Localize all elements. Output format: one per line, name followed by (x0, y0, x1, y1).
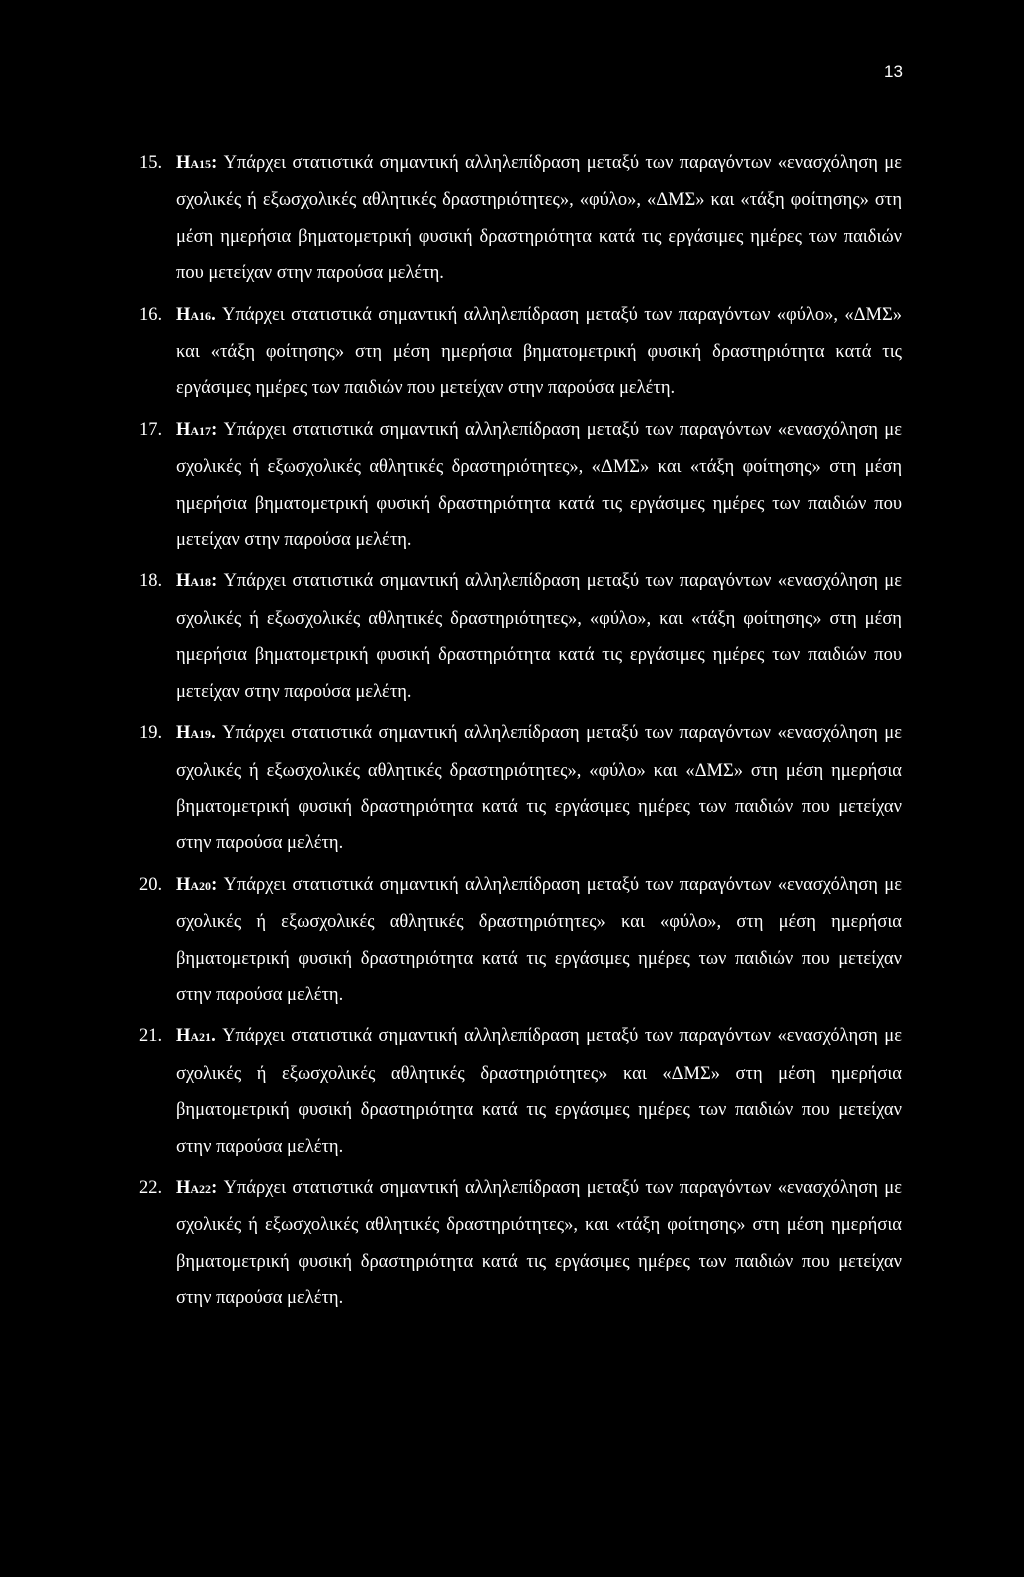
hypothesis-separator: : (211, 874, 218, 895)
hypothesis-text: Υπάρχει στατιστικά σημαντική αλληλεπίδραση μεταξύ των παραγόντων «ενασχόληση με σχολικές ή εξωσχολικές αθλητικές δραστηριότητες», «ΔΜΣ» και «τάξη φοίτησης» στη μέση ημερήσια βηματομετρική φυσική δραστηριότητα κατά τις εργάσιμες ημέρες των παιδιών που μετείχαν στην παρούσα μελέτη. (176, 419, 902, 551)
hypothesis-text: Υπάρχει στατιστικά σημαντική αλληλεπίδραση μεταξύ των παραγόντων «ενασχόληση με σχολικές ή εξωσχολικές αθλητικές δραστηριότητες», «φύλο» και «ΔΜΣ» στη μέση ημερήσια βηματομετρική φυσική δραστηριότητα κατά τις εργάσιμες ημέρες των παιδιών που μετείχαν στην παρούσα μελέτη. (176, 723, 902, 854)
hypothesis-separator: : (211, 153, 218, 173)
hypothesis-text: Υπάρχει στατιστικά σημαντική αλληλεπίδραση μεταξύ των παραγόντων «ενασχόληση με σχολικές ή εξωσχολικές αθλητικές δραστηριότητες» και «φύλο», στη μέση ημερήσια βηματομετρική φυσική δραστηριότητα κατά τις εργάσιμες ημέρες των παιδιών που μετείχαν στην παρούσα μελέτη. (176, 874, 902, 1005)
hypothesis-item (0, 563, 902, 710)
hypothesis-separator: : (211, 419, 218, 440)
hypothesis-item (0, 1170, 902, 1317)
hypothesis-subscript: A21 (190, 1030, 212, 1045)
hypothesis-number: 18. (139, 571, 163, 592)
hypothesis-text: Υπάρχει στατιστικά σημαντική αλληλεπίδραση μεταξύ των παραγόντων «ενασχόληση με σχολικές ή εξωσχολικές αθλητικές δραστηριότητες» και «ΔΜΣ» στη μέση ημερήσια βηματομετρική φυσική δραστηριότητα κατά τις εργάσιμες ημέρες των παιδιών που μετείχαν στην παρούσα μελέτη. (176, 1026, 902, 1157)
hypothesis-label: H (176, 153, 191, 173)
hypothesis-label: H (176, 1177, 191, 1198)
hypothesis-item (0, 715, 902, 862)
hypothesis-number: 16. (139, 304, 163, 325)
hypothesis-text: Υπάρχει στατιστικά σημαντική αλληλεπίδραση μεταξύ των παραγόντων «φύλο», «ΔΜΣ» και «τάξη φοίτησης» στη μέση ημερήσια βηματομετρική φυσική δραστηριότητα κατά τις εργάσιμες ημέρες των παιδιών που μετείχαν στην παρούσα μελέτη. (176, 304, 902, 399)
hypothesis-number: 20. (139, 874, 163, 895)
hypothesis-label: H (176, 1026, 191, 1047)
hypothesis-text: Υπάρχει στατιστικά σημαντική αλληλεπίδραση μεταξύ των παραγόντων «ενασχόληση με σχολικές ή εξωσχολικές αθλητικές δραστηριότητες», «φύλο», «ΔΜΣ» και «τάξη φοίτησης» στη μέση ημερήσια βηματομετρική φυσική δραστηριότητα κατά τις εργάσιμες ημέρες των παιδιών που μετείχαν στην παρούσα μελέτη. (176, 153, 902, 284)
hypothesis-separator: : (211, 1177, 218, 1198)
hypothesis-subscript: A18 (190, 575, 212, 590)
hypothesis-subscript: A15 (190, 157, 212, 171)
hypothesis-item (0, 297, 902, 407)
hypothesis-item (0, 145, 902, 292)
hypothesis-number: 15. (139, 153, 163, 173)
hypothesis-label: H (176, 304, 191, 325)
hypothesis-number: 17. (139, 419, 163, 440)
hypothesis-label: H (176, 723, 191, 744)
hypothesis-separator: . (211, 723, 216, 744)
hypothesis-item (0, 867, 902, 1014)
hypothesis-number: 19. (139, 723, 163, 744)
hypothesis-number: 21. (139, 1026, 163, 1047)
hypothesis-subscript: A17 (190, 423, 212, 438)
hypothesis-label: H (176, 571, 191, 592)
page-number: 13 (884, 62, 903, 81)
hypothesis-subscript: A16 (190, 308, 212, 323)
hypothesis-item (0, 1018, 902, 1165)
hypothesis-subscript: A19 (190, 727, 212, 742)
hypotheses-list (0, 145, 1024, 1322)
hypothesis-separator: : (211, 571, 218, 592)
hypothesis-item (0, 412, 902, 559)
hypothesis-label: H (176, 419, 191, 440)
hypothesis-text: Υπάρχει στατιστικά σημαντική αλληλεπίδραση μεταξύ των παραγόντων «ενασχόληση με σχολικές ή εξωσχολικές αθλητικές δραστηριότητες», «φύλο», και «τάξη φοίτησης» στη μέση ημερήσια βηματομετρική φυσική δραστηριότητα κατά τις εργάσιμες ημέρες των παιδιών που μετείχαν στην παρούσα μελέτη. (176, 571, 902, 702)
hypothesis-number: 22. (139, 1177, 163, 1198)
hypothesis-label: H (176, 874, 191, 895)
hypothesis-text: Υπάρχει στατιστικά σημαντική αλληλεπίδραση μεταξύ των παραγόντων «ενασχόληση με σχολικές ή εξωσχολικές αθλητικές δραστηριότητες», και «τάξη φοίτησης» στη μέση ημερήσια βηματομετρική φυσική δραστηριότητα κατά τις εργάσιμες ημέρες των παιδιών που μετείχαν στην παρούσα μελέτη. (176, 1177, 902, 1309)
hypothesis-separator: . (211, 1026, 216, 1047)
hypothesis-subscript: A20 (190, 878, 212, 893)
hypothesis-separator: . (211, 304, 216, 325)
hypothesis-subscript: A22 (190, 1181, 212, 1196)
